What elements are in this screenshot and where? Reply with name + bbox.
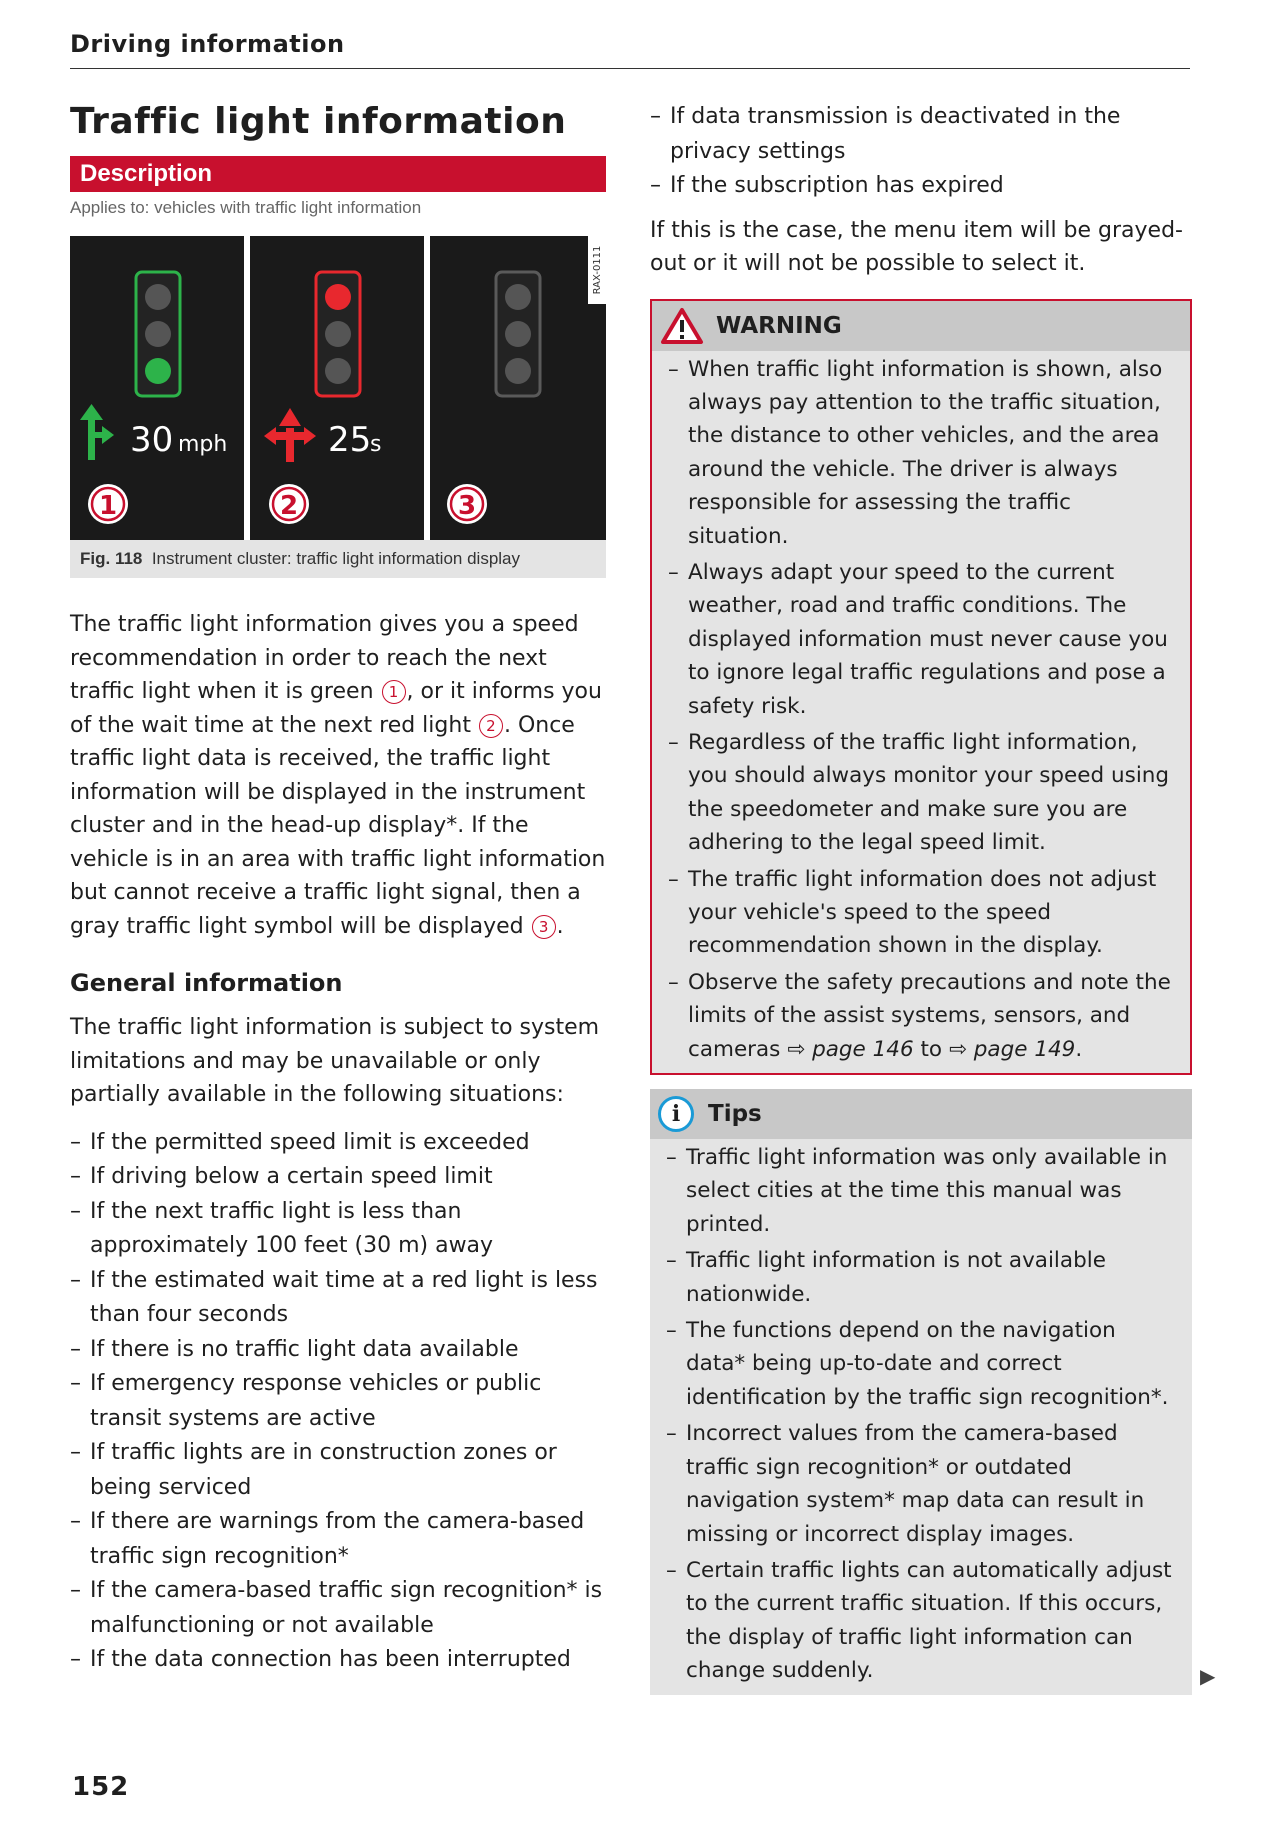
warning-title: WARNING xyxy=(716,312,842,339)
list-item: – If emergency response vehicles or public transit systems are active xyxy=(70,1367,606,1436)
list-item: – If the camera-based traffic sign recognition* is malfunctioning or not available xyxy=(70,1574,606,1643)
figure-label: Fig. 118 xyxy=(80,549,143,568)
speed-value: 30 xyxy=(130,420,174,460)
warning-triangle-icon xyxy=(660,307,704,345)
svg-text:3: 3 xyxy=(457,491,477,521)
warning-list xyxy=(652,353,1190,1074)
traffic-light-red-icon xyxy=(316,272,360,396)
list-item: – Traffic light information was only available in select cities at the time this manual was printed. xyxy=(666,1141,1178,1241)
callout-2 xyxy=(269,484,309,524)
info-icon: i xyxy=(658,1096,694,1132)
warning-box xyxy=(650,299,1192,1076)
ref-3: 3 xyxy=(532,915,556,939)
wait-time-value: 25 xyxy=(328,420,372,460)
list-item: – If the data connection has been interrupted xyxy=(70,1643,606,1678)
list-item: – If the next traffic light is less than approximately 100 feet (30 m) away xyxy=(70,1195,606,1264)
list-item: – If the subscription has expired xyxy=(650,169,1192,204)
svg-text:1: 1 xyxy=(98,491,118,521)
general-information-heading: General information xyxy=(70,969,343,997)
continue-arrow-icon: ▶ xyxy=(1200,1664,1216,1688)
list-item: – Certain traffic lights can automatically adjust to the current traffic situation. If this occurs, the display of traffic light information can change suddenly. xyxy=(666,1554,1178,1688)
limitations-list-continued xyxy=(650,100,1192,204)
traffic-light-gray-icon xyxy=(496,272,540,396)
header-rule xyxy=(70,68,1190,69)
list-item: – If the permitted speed limit is exceeded xyxy=(70,1126,606,1161)
list-item: – Regardless of the traffic light information, you should always monitor your speed using the speedometer and make sure you are adhering to the legal speed limit. xyxy=(668,726,1176,860)
general-information-text: The traffic light information is subject to system limitations and may be unavailable or only partially available in the following situations: xyxy=(70,1015,600,1107)
limitations-list xyxy=(70,1126,606,1678)
list-item: – The traffic light information does not adjust your vehicle's speed to the speed recommendation shown in the display. xyxy=(668,863,1176,963)
speed-unit: mph xyxy=(178,432,228,457)
page-link-149[interactable]: ⇨ page 149 xyxy=(948,1036,1076,1062)
page-number: 152 xyxy=(72,1772,130,1802)
list-item: – If data transmission is deactivated in the privacy settings xyxy=(650,100,1192,169)
tips-box xyxy=(650,1089,1192,1695)
right-column xyxy=(650,100,1192,1695)
ref-1: 1 xyxy=(382,680,406,704)
intro-paragraph: The traffic light information gives you a speed recommendation in order to reach the next traffic light when it is green 1 , or it informs you of the wait time at the next red light 2 . Once traffic light data is received, the traffic light information will be displayed in the instrument cluster and in the head-up display*. If the vehicle is in an area with traffic light information but cannot receive a traffic light signal, then a gray traffic light symbol will be displayed 3 . xyxy=(70,612,606,939)
svg-text:2: 2 xyxy=(279,491,299,521)
callout-1 xyxy=(88,484,128,524)
list-item: – If the estimated wait time at a red light is less than four seconds xyxy=(70,1264,606,1333)
list-item: – If traffic lights are in construction zones or being serviced xyxy=(70,1436,606,1505)
figure-code: RAX-0111 xyxy=(592,245,603,295)
wait-time-unit: s xyxy=(370,432,382,457)
warning-header xyxy=(652,301,1190,351)
ref-2: 2 xyxy=(479,714,503,738)
list-item: – Observe the safety precautions and note the limits of the assist systems, sensors, and cameras ⇨ page 146 to ⇨ page 149. xyxy=(668,966,1176,1066)
list-item: – When traffic light information is shown, also always pay attention to the traffic situation, the distance to other vehicles, and the area around the vehicle. The driver is always responsible for assessing the traffic situation. xyxy=(668,353,1176,553)
grayed-out-note: If this is the case, the menu item will be grayed-out or it will not be possible to select it. xyxy=(650,217,1183,276)
callout-3 xyxy=(447,484,487,524)
list-item: – Incorrect values from the camera-based traffic sign recognition* or outdated navigation system* map data can result in missing or incorrect display images. xyxy=(666,1417,1178,1551)
tips-list xyxy=(650,1141,1192,1695)
page-title: Traffic light information xyxy=(70,101,567,142)
page-link-146[interactable]: ⇨ page 146 xyxy=(787,1036,914,1062)
traffic-light-display-illustration xyxy=(70,236,606,540)
applies-to-note: Applies to: vehicles with traffic light information xyxy=(70,198,422,217)
traffic-light-green-icon xyxy=(136,272,180,396)
list-item: – Always adapt your speed to the current weather, road and traffic conditions. The displayed information must never cause you to ignore legal traffic regulations and pose a safety risk. xyxy=(668,556,1176,723)
figure-118 xyxy=(70,236,606,578)
list-item: – If there are warnings from the camera-based traffic sign recognition* xyxy=(70,1505,606,1574)
tips-header xyxy=(650,1089,1192,1139)
description-bar: Description xyxy=(70,156,606,192)
running-header: Driving information xyxy=(70,30,345,58)
list-item: – If driving below a certain speed limit xyxy=(70,1160,606,1195)
list-item: – If there is no traffic light data available xyxy=(70,1333,606,1368)
left-column xyxy=(70,98,606,1678)
tips-title: Tips xyxy=(708,1101,762,1128)
list-item: – Traffic light information is not available nationwide. xyxy=(666,1244,1178,1311)
list-item: – The functions depend on the navigation data* being up-to-date and correct identification by the traffic sign recognition*. xyxy=(666,1314,1178,1414)
figure-caption-text: Instrument cluster: traffic light information display xyxy=(151,549,521,568)
figure-caption xyxy=(70,540,606,578)
